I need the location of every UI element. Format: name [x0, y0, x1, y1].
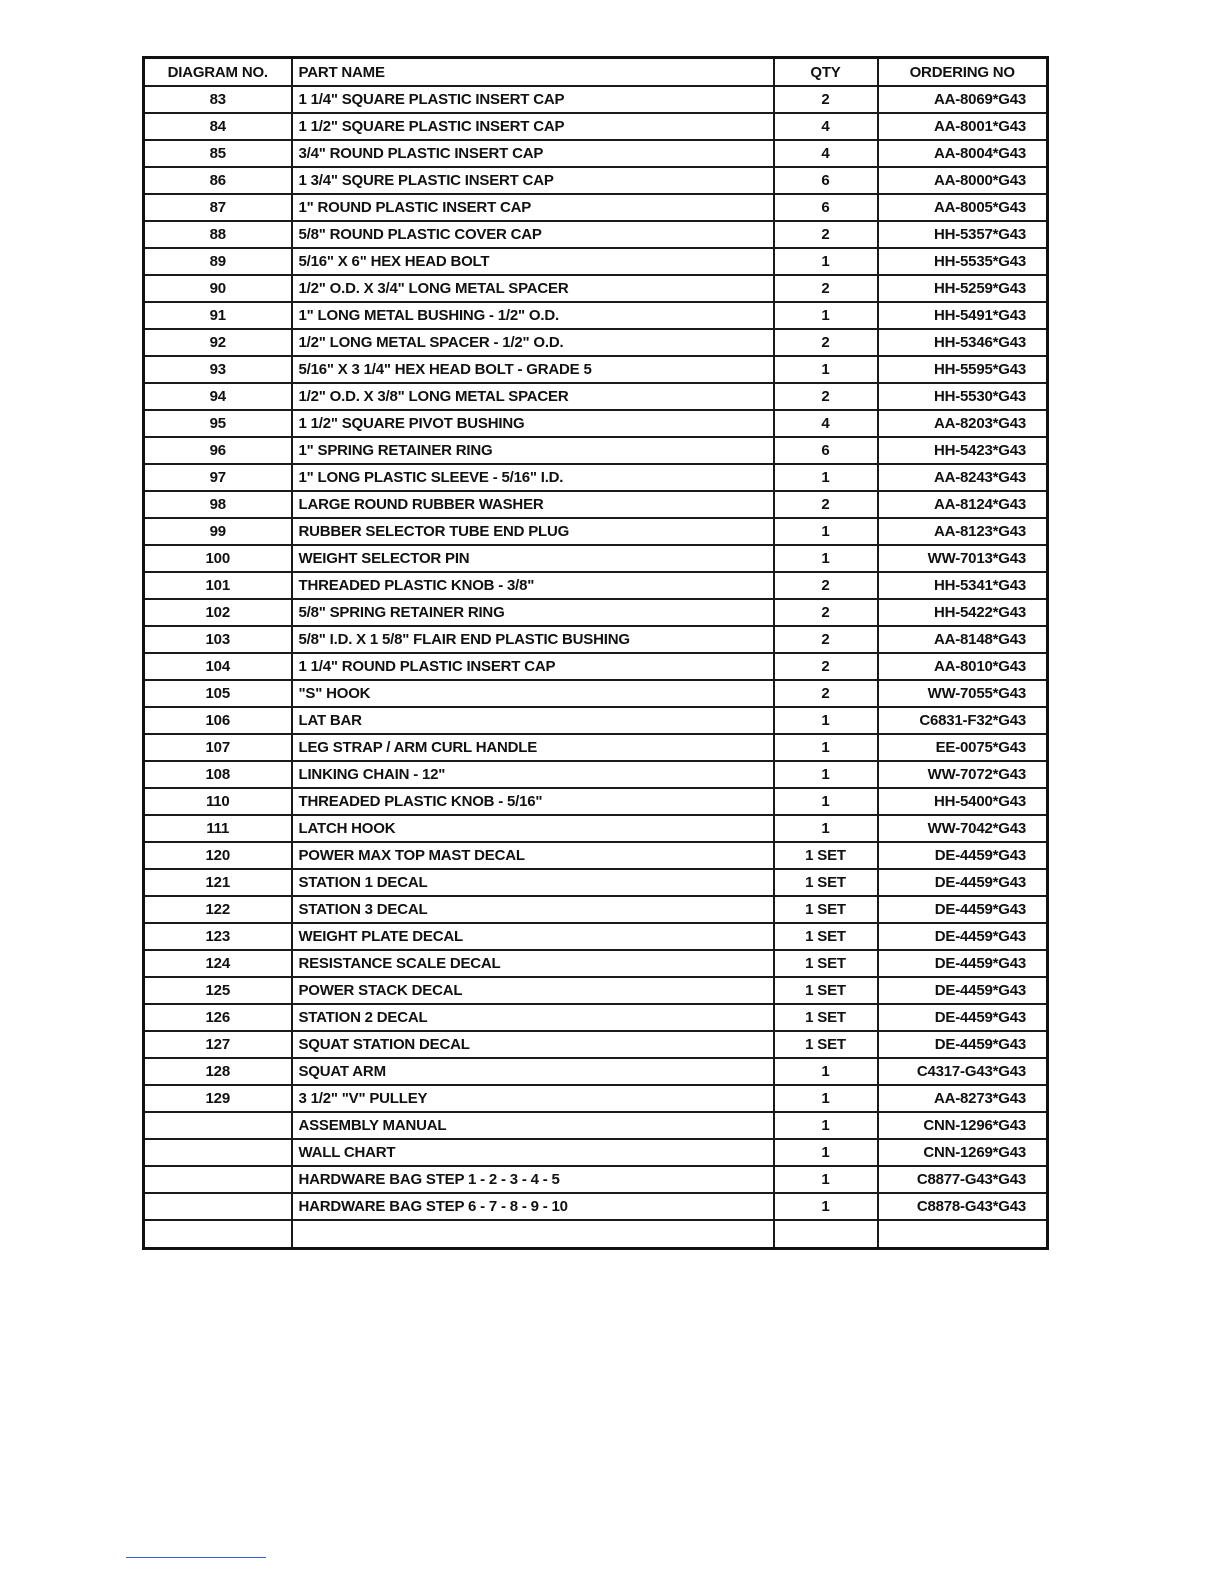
diagram-no-cell: 89: [144, 248, 292, 275]
footer-rule: [126, 1557, 266, 1558]
part-name-cell: RUBBER SELECTOR TUBE END PLUG: [292, 518, 774, 545]
part-name-cell: RESISTANCE SCALE DECAL: [292, 950, 774, 977]
table-row: [144, 815, 1048, 842]
ordering-no-cell: HH-5530*G43: [878, 383, 1048, 410]
header-ordering-no: ORDERING NO: [878, 58, 1048, 87]
table-row: [144, 86, 1048, 113]
ordering-no-cell: HH-5422*G43: [878, 599, 1048, 626]
part-name-cell: LAT BAR: [292, 707, 774, 734]
part-name-cell: 5/16" X 6" HEX HEAD BOLT: [292, 248, 774, 275]
diagram-no-cell: 108: [144, 761, 292, 788]
ordering-no-cell: C8877-G43*G43: [878, 1166, 1048, 1193]
ordering-no-cell: DE-4459*G43: [878, 1004, 1048, 1031]
diagram-no-cell: 95: [144, 410, 292, 437]
header-part-name: PART NAME: [292, 58, 774, 87]
empty-cell: [774, 1220, 878, 1249]
diagram-no-cell: 126: [144, 1004, 292, 1031]
ordering-no-cell: EE-0075*G43: [878, 734, 1048, 761]
parts-list-table: [142, 56, 1049, 1250]
ordering-no-cell: HH-5400*G43: [878, 788, 1048, 815]
ordering-no-cell: CNN-1269*G43: [878, 1139, 1048, 1166]
table-row: [144, 1004, 1048, 1031]
part-name-cell: LARGE ROUND RUBBER WASHER: [292, 491, 774, 518]
table-row: [144, 194, 1048, 221]
part-name-cell: HARDWARE BAG STEP 6 - 7 - 8 - 9 - 10: [292, 1193, 774, 1220]
ordering-no-cell: HH-5535*G43: [878, 248, 1048, 275]
qty-cell: 1: [774, 707, 878, 734]
table-row: [144, 491, 1048, 518]
part-name-cell: SQUAT ARM: [292, 1058, 774, 1085]
qty-cell: 2: [774, 653, 878, 680]
part-name-cell: 1/2" O.D. X 3/4" LONG METAL SPACER: [292, 275, 774, 302]
diagram-no-cell: 83: [144, 86, 292, 113]
ordering-no-cell: WW-7055*G43: [878, 680, 1048, 707]
diagram-no-cell: 96: [144, 437, 292, 464]
diagram-no-cell: 98: [144, 491, 292, 518]
part-name-cell: 1" ROUND PLASTIC INSERT CAP: [292, 194, 774, 221]
part-name-cell: 1 1/4" SQUARE PLASTIC INSERT CAP: [292, 86, 774, 113]
part-name-cell: WEIGHT PLATE DECAL: [292, 923, 774, 950]
part-name-cell: 1" SPRING RETAINER RING: [292, 437, 774, 464]
qty-cell: 2: [774, 383, 878, 410]
table-header-row: [144, 58, 1048, 87]
diagram-no-cell: 100: [144, 545, 292, 572]
table-row: [144, 410, 1048, 437]
diagram-no-cell: [144, 1139, 292, 1166]
table-row: [144, 545, 1048, 572]
qty-cell: 1: [774, 1166, 878, 1193]
table-row: [144, 464, 1048, 491]
ordering-no-cell: DE-4459*G43: [878, 950, 1048, 977]
qty-cell: 1: [774, 761, 878, 788]
diagram-no-cell: 93: [144, 356, 292, 383]
part-name-cell: 5/8" SPRING RETAINER RING: [292, 599, 774, 626]
ordering-no-cell: C8878-G43*G43: [878, 1193, 1048, 1220]
table-row: [144, 680, 1048, 707]
part-name-cell: ASSEMBLY MANUAL: [292, 1112, 774, 1139]
ordering-no-cell: HH-5595*G43: [878, 356, 1048, 383]
part-name-cell: 1/2" O.D. X 3/8" LONG METAL SPACER: [292, 383, 774, 410]
table-row: [144, 896, 1048, 923]
table-row: [144, 248, 1048, 275]
qty-cell: 1: [774, 302, 878, 329]
ordering-no-cell: CNN-1296*G43: [878, 1112, 1048, 1139]
qty-cell: 2: [774, 626, 878, 653]
table-row: [144, 869, 1048, 896]
empty-cell: [292, 1220, 774, 1249]
qty-cell: 1 SET: [774, 842, 878, 869]
part-name-cell: THREADED PLASTIC KNOB - 3/8": [292, 572, 774, 599]
diagram-no-cell: [144, 1193, 292, 1220]
part-name-cell: 1 1/4" ROUND PLASTIC INSERT CAP: [292, 653, 774, 680]
table-row: [144, 302, 1048, 329]
qty-cell: 1 SET: [774, 950, 878, 977]
ordering-no-cell: WW-7042*G43: [878, 815, 1048, 842]
part-name-cell: LINKING CHAIN - 12": [292, 761, 774, 788]
qty-cell: 1 SET: [774, 896, 878, 923]
table-row: [144, 1112, 1048, 1139]
diagram-no-cell: 121: [144, 869, 292, 896]
table-row: [144, 599, 1048, 626]
diagram-no-cell: 125: [144, 977, 292, 1004]
qty-cell: 2: [774, 680, 878, 707]
qty-cell: 1 SET: [774, 923, 878, 950]
ordering-no-cell: AA-8004*G43: [878, 140, 1048, 167]
table-row: [144, 788, 1048, 815]
qty-cell: 2: [774, 491, 878, 518]
ordering-no-cell: AA-8000*G43: [878, 167, 1048, 194]
table-row: [144, 1058, 1048, 1085]
part-name-cell: 5/16" X 3 1/4" HEX HEAD BOLT - GRADE 5: [292, 356, 774, 383]
part-name-cell: 3 1/2" "V" PULLEY: [292, 1085, 774, 1112]
ordering-no-cell: WW-7013*G43: [878, 545, 1048, 572]
qty-cell: 2: [774, 599, 878, 626]
part-name-cell: 1" LONG PLASTIC SLEEVE - 5/16" I.D.: [292, 464, 774, 491]
diagram-no-cell: 90: [144, 275, 292, 302]
qty-cell: 2: [774, 572, 878, 599]
qty-cell: 1: [774, 248, 878, 275]
table-row: [144, 518, 1048, 545]
qty-cell: 1: [774, 1058, 878, 1085]
ordering-no-cell: AA-8123*G43: [878, 518, 1048, 545]
table-row: [144, 626, 1048, 653]
table-row: [144, 572, 1048, 599]
header-qty: QTY: [774, 58, 878, 87]
empty-cell: [144, 1220, 292, 1249]
diagram-no-cell: 99: [144, 518, 292, 545]
qty-cell: 1 SET: [774, 1031, 878, 1058]
part-name-cell: LATCH HOOK: [292, 815, 774, 842]
ordering-no-cell: DE-4459*G43: [878, 923, 1048, 950]
qty-cell: 1: [774, 1112, 878, 1139]
diagram-no-cell: 88: [144, 221, 292, 248]
ordering-no-cell: HH-5346*G43: [878, 329, 1048, 356]
ordering-no-cell: AA-8243*G43: [878, 464, 1048, 491]
diagram-no-cell: 128: [144, 1058, 292, 1085]
header-diagram-no: DIAGRAM NO.: [144, 58, 292, 87]
part-name-cell: POWER STACK DECAL: [292, 977, 774, 1004]
diagram-no-cell: 94: [144, 383, 292, 410]
qty-cell: 1: [774, 356, 878, 383]
qty-cell: 6: [774, 194, 878, 221]
diagram-no-cell: 106: [144, 707, 292, 734]
parts-table-body: [144, 86, 1048, 1249]
table-row: [144, 734, 1048, 761]
qty-cell: 1 SET: [774, 1004, 878, 1031]
diagram-no-cell: 85: [144, 140, 292, 167]
ordering-no-cell: AA-8001*G43: [878, 113, 1048, 140]
ordering-no-cell: DE-4459*G43: [878, 977, 1048, 1004]
diagram-no-cell: 111: [144, 815, 292, 842]
diagram-no-cell: 105: [144, 680, 292, 707]
ordering-no-cell: DE-4459*G43: [878, 896, 1048, 923]
table-row: [144, 842, 1048, 869]
part-name-cell: WALL CHART: [292, 1139, 774, 1166]
part-name-cell: 3/4" ROUND PLASTIC INSERT CAP: [292, 140, 774, 167]
diagram-no-cell: 101: [144, 572, 292, 599]
part-name-cell: SQUAT STATION DECAL: [292, 1031, 774, 1058]
part-name-cell: "S" HOOK: [292, 680, 774, 707]
qty-cell: 6: [774, 437, 878, 464]
ordering-no-cell: HH-5341*G43: [878, 572, 1048, 599]
part-name-cell: STATION 1 DECAL: [292, 869, 774, 896]
qty-cell: 1: [774, 734, 878, 761]
qty-cell: 1 SET: [774, 977, 878, 1004]
diagram-no-cell: [144, 1112, 292, 1139]
part-name-cell: POWER MAX TOP MAST DECAL: [292, 842, 774, 869]
table-row: [144, 653, 1048, 680]
qty-cell: 2: [774, 86, 878, 113]
ordering-no-cell: AA-8273*G43: [878, 1085, 1048, 1112]
qty-cell: 2: [774, 275, 878, 302]
diagram-no-cell: 122: [144, 896, 292, 923]
qty-cell: 1: [774, 1085, 878, 1112]
diagram-no-cell: 127: [144, 1031, 292, 1058]
ordering-no-cell: AA-8148*G43: [878, 626, 1048, 653]
diagram-no-cell: 87: [144, 194, 292, 221]
ordering-no-cell: HH-5259*G43: [878, 275, 1048, 302]
part-name-cell: 1 1/2" SQUARE PLASTIC INSERT CAP: [292, 113, 774, 140]
part-name-cell: LEG STRAP / ARM CURL HANDLE: [292, 734, 774, 761]
diagram-no-cell: 104: [144, 653, 292, 680]
diagram-no-cell: 124: [144, 950, 292, 977]
ordering-no-cell: HH-5423*G43: [878, 437, 1048, 464]
part-name-cell: 5/8" ROUND PLASTIC COVER CAP: [292, 221, 774, 248]
ordering-no-cell: HH-5357*G43: [878, 221, 1048, 248]
table-row: [144, 383, 1048, 410]
table-row: [144, 356, 1048, 383]
ordering-no-cell: HH-5491*G43: [878, 302, 1048, 329]
diagram-no-cell: 120: [144, 842, 292, 869]
table-row: [144, 437, 1048, 464]
part-name-cell: 1/2" LONG METAL SPACER - 1/2" O.D.: [292, 329, 774, 356]
empty-cell: [878, 1220, 1048, 1249]
diagram-no-cell: 110: [144, 788, 292, 815]
qty-cell: 2: [774, 329, 878, 356]
table-row: [144, 167, 1048, 194]
part-name-cell: WEIGHT SELECTOR PIN: [292, 545, 774, 572]
qty-cell: 1: [774, 1139, 878, 1166]
qty-cell: 6: [774, 167, 878, 194]
table-row: [144, 1139, 1048, 1166]
diagram-no-cell: 86: [144, 167, 292, 194]
ordering-no-cell: DE-4459*G43: [878, 1031, 1048, 1058]
part-name-cell: 5/8" I.D. X 1 5/8" FLAIR END PLASTIC BUSHING: [292, 626, 774, 653]
table-row: [144, 977, 1048, 1004]
ordering-no-cell: AA-8005*G43: [878, 194, 1048, 221]
table-row: [144, 1193, 1048, 1220]
qty-cell: 1: [774, 1193, 878, 1220]
diagram-no-cell: [144, 1166, 292, 1193]
ordering-no-cell: C4317-G43*G43: [878, 1058, 1048, 1085]
table-row: [144, 1166, 1048, 1193]
table-row: [144, 1085, 1048, 1112]
empty-table-row: [144, 1220, 1048, 1249]
part-name-cell: THREADED PLASTIC KNOB - 5/16": [292, 788, 774, 815]
diagram-no-cell: 123: [144, 923, 292, 950]
ordering-no-cell: AA-8069*G43: [878, 86, 1048, 113]
diagram-no-cell: 97: [144, 464, 292, 491]
ordering-no-cell: AA-8203*G43: [878, 410, 1048, 437]
qty-cell: 4: [774, 410, 878, 437]
qty-cell: 1: [774, 545, 878, 572]
qty-cell: 4: [774, 113, 878, 140]
qty-cell: 1: [774, 518, 878, 545]
qty-cell: 1: [774, 815, 878, 842]
table-row: [144, 329, 1048, 356]
table-row: [144, 707, 1048, 734]
diagram-no-cell: 84: [144, 113, 292, 140]
ordering-no-cell: C6831-F32*G43: [878, 707, 1048, 734]
qty-cell: 1: [774, 788, 878, 815]
part-name-cell: HARDWARE BAG STEP 1 - 2 - 3 - 4 - 5: [292, 1166, 774, 1193]
qty-cell: 4: [774, 140, 878, 167]
diagram-no-cell: 129: [144, 1085, 292, 1112]
table-row: [144, 140, 1048, 167]
diagram-no-cell: 107: [144, 734, 292, 761]
qty-cell: 2: [774, 221, 878, 248]
ordering-no-cell: WW-7072*G43: [878, 761, 1048, 788]
ordering-no-cell: DE-4459*G43: [878, 842, 1048, 869]
ordering-no-cell: DE-4459*G43: [878, 869, 1048, 896]
part-name-cell: STATION 2 DECAL: [292, 1004, 774, 1031]
ordering-no-cell: AA-8124*G43: [878, 491, 1048, 518]
table-row: [144, 1031, 1048, 1058]
ordering-no-cell: AA-8010*G43: [878, 653, 1048, 680]
diagram-no-cell: 92: [144, 329, 292, 356]
table-row: [144, 113, 1048, 140]
diagram-no-cell: 102: [144, 599, 292, 626]
table-row: [144, 761, 1048, 788]
part-name-cell: 1 1/2" SQUARE PIVOT BUSHING: [292, 410, 774, 437]
part-name-cell: STATION 3 DECAL: [292, 896, 774, 923]
qty-cell: 1 SET: [774, 869, 878, 896]
table-row: [144, 275, 1048, 302]
part-name-cell: 1 3/4" SQURE PLASTIC INSERT CAP: [292, 167, 774, 194]
table-row: [144, 923, 1048, 950]
diagram-no-cell: 91: [144, 302, 292, 329]
part-name-cell: 1" LONG METAL BUSHING - 1/2" O.D.: [292, 302, 774, 329]
qty-cell: 1: [774, 464, 878, 491]
table-row: [144, 950, 1048, 977]
table-row: [144, 221, 1048, 248]
diagram-no-cell: 103: [144, 626, 292, 653]
